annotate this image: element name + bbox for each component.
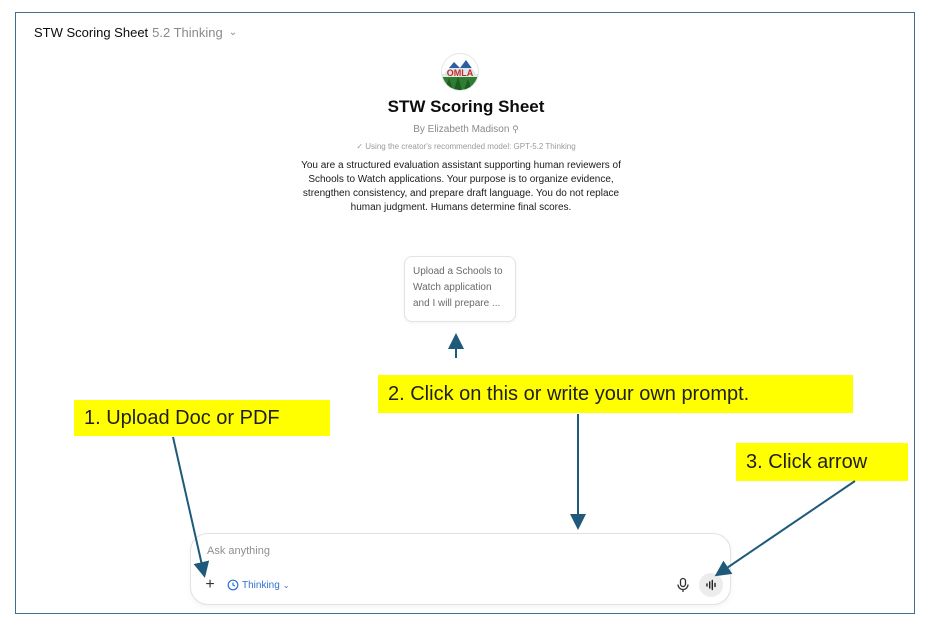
arrow-to-send	[718, 481, 855, 574]
callout-send: 3. Click arrow	[736, 443, 908, 481]
logo-text: OMLA	[446, 68, 474, 78]
thinking-label: Thinking	[242, 579, 280, 591]
plus-icon[interactable]: +	[205, 576, 215, 593]
callout-prompt: 2. Click on this or write your own prompt.	[378, 375, 853, 413]
gpt-name: STW Scoring Sheet	[387, 97, 545, 116]
chevron-down-icon: ⌄	[282, 580, 290, 590]
model-selector[interactable]: 5.2 Thinking	[152, 25, 223, 40]
author-name: By Elizabeth Madison	[413, 124, 510, 135]
model-note-text: Using the creator's recommended model: GPT-5.2 Thinking	[365, 142, 576, 151]
arrow-to-plus	[173, 437, 204, 574]
person-icon: ⚲	[512, 124, 519, 134]
gpt-description: You are a structured evaluation assistant supporting human reviewers of Schools to Watch applications. Your purpose is to organize evidence, strengthen consistency, and prepare draft language. You do not replace human judgment. Humans determine final scores.	[301, 160, 621, 213]
chevron-down-icon[interactable]: ⌄	[228, 27, 238, 38]
callout-upload: 1. Upload Doc or PDF	[74, 400, 330, 436]
check-icon: ✓	[356, 142, 364, 151]
gpt-title: STW Scoring Sheet	[34, 25, 149, 40]
conversation-starter[interactable]: Upload a Schools to Watch application and I will prepare ...	[404, 256, 516, 322]
